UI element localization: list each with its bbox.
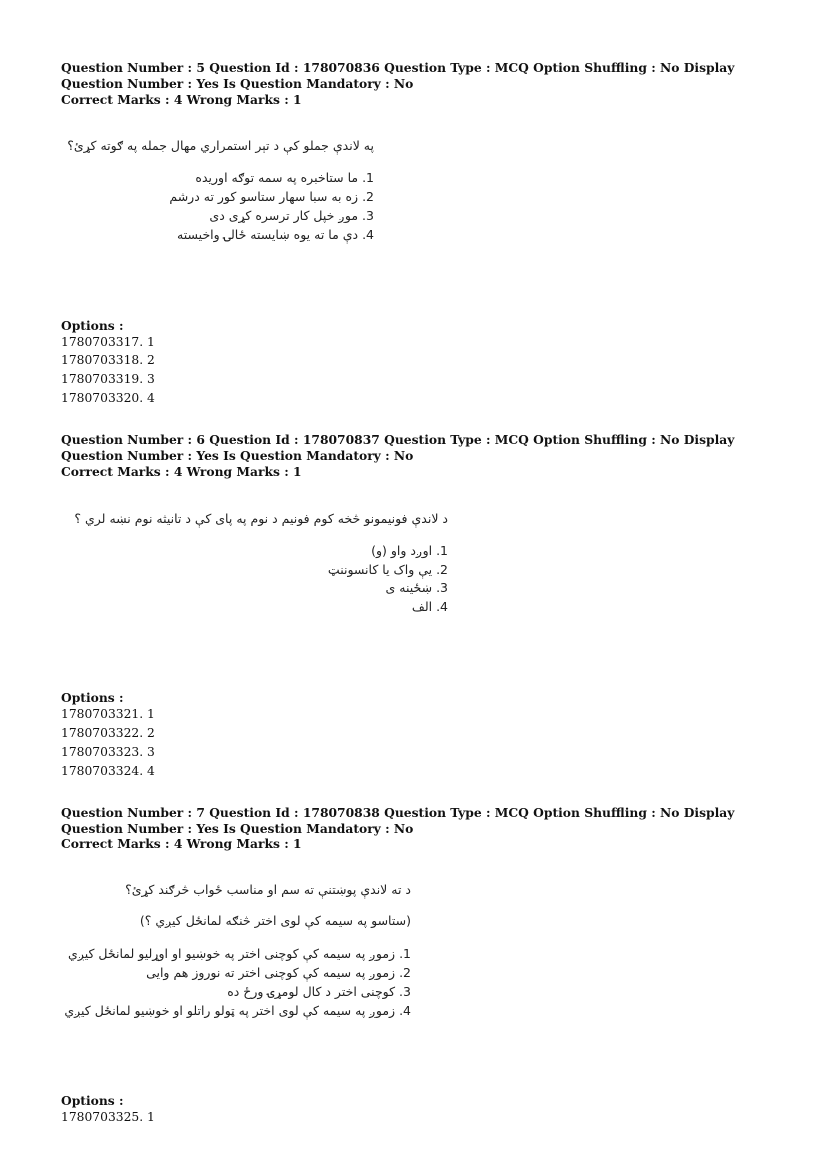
question-stem: په لاندې جملو کې د تېر استمراري مهال جمله په ګوته کړئ؟ xyxy=(67,138,374,153)
option-item: 1780703325. 1 xyxy=(61,1110,155,1124)
option-item: 1780703317. 1 xyxy=(61,335,155,349)
choice-3: 3. موږ خپل کار ترسره کړی دی xyxy=(209,208,374,223)
option-item: 1780703323. 3 xyxy=(61,745,155,759)
option-item: 1780703319. 3 xyxy=(61,372,155,386)
question-header: Question Number : 7 Question Id : 178070838 Question Type : MCQ Option Shuffling : No Display Question Number : Yes Is Question Mandatory : No xyxy=(61,805,735,836)
choice-2: 2. زموږ په سیمه کې کوچنی اختر ته نوروز هم وایی xyxy=(146,965,411,980)
choice-3: 3. کوچنی اختر د کال لومړۍ ورځ ده xyxy=(227,984,411,999)
choice-1: 1. ما ستاخبره په سمه توګه اوریده xyxy=(195,170,374,185)
option-item: 1780703322. 2 xyxy=(61,726,155,740)
option-item: 1780703318. 2 xyxy=(61,353,155,367)
question-marks: Correct Marks : 4 Wrong Marks : 1 xyxy=(61,464,302,479)
choice-1: 1. زموږ په سیمه کې کوچنی اختر په خوښیو او اوړلیو لمانځل کیږي xyxy=(68,946,411,961)
choice-3: 3. ښځینه ی xyxy=(385,580,448,595)
choice-2: 2. یې واک یا کانسوننټ xyxy=(327,562,448,577)
options-label: Options : xyxy=(61,690,124,705)
choice-2: 2. زه به سبا سهار ستاسو کور ته درشم xyxy=(169,189,374,204)
choice-4: 4. زموږ په سیمه کې لوی اختر په ټولو راتلو او خوښیو لمانځل کیږي xyxy=(64,1003,411,1018)
question-stem: د لاندې فونیمونو څخه کوم فونیم د نوم په پای کې د تانیثه نوم نښه لري ؟ xyxy=(74,511,448,526)
choice-1: 1. اوږد واو (و) xyxy=(371,543,448,558)
option-item: 1780703324. 4 xyxy=(61,764,155,778)
question-marks: Correct Marks : 4 Wrong Marks : 1 xyxy=(61,836,302,851)
option-item: 1780703320. 4 xyxy=(61,391,155,405)
options-label: Options : xyxy=(61,1093,124,1108)
choice-4: 4. دې ما ته یوه ښایسته ځالۍ واخیسته xyxy=(177,227,374,242)
option-item: 1780703321. 1 xyxy=(61,707,155,721)
question-marks: Correct Marks : 4 Wrong Marks : 1 xyxy=(61,92,302,107)
question-stem-2: (ستاسو په سیمه کې لوی اختر څنګه لمانځل کیږي ؟) xyxy=(139,913,411,928)
options-label: Options : xyxy=(61,318,124,333)
choice-4: 4. الف xyxy=(411,599,448,614)
question-header: Question Number : 6 Question Id : 178070837 Question Type : MCQ Option Shuffling : No Display Question Number : Yes Is Question Mandatory : No xyxy=(61,432,735,463)
question-stem: د ته لاندې پوښتنې ته سم او مناسب ځواب څرګند کړئ؟ xyxy=(125,882,411,897)
question-header: Question Number : 5 Question Id : 178070836 Question Type : MCQ Option Shuffling : No Display Question Number : Yes Is Question Mandatory : No xyxy=(61,60,735,91)
